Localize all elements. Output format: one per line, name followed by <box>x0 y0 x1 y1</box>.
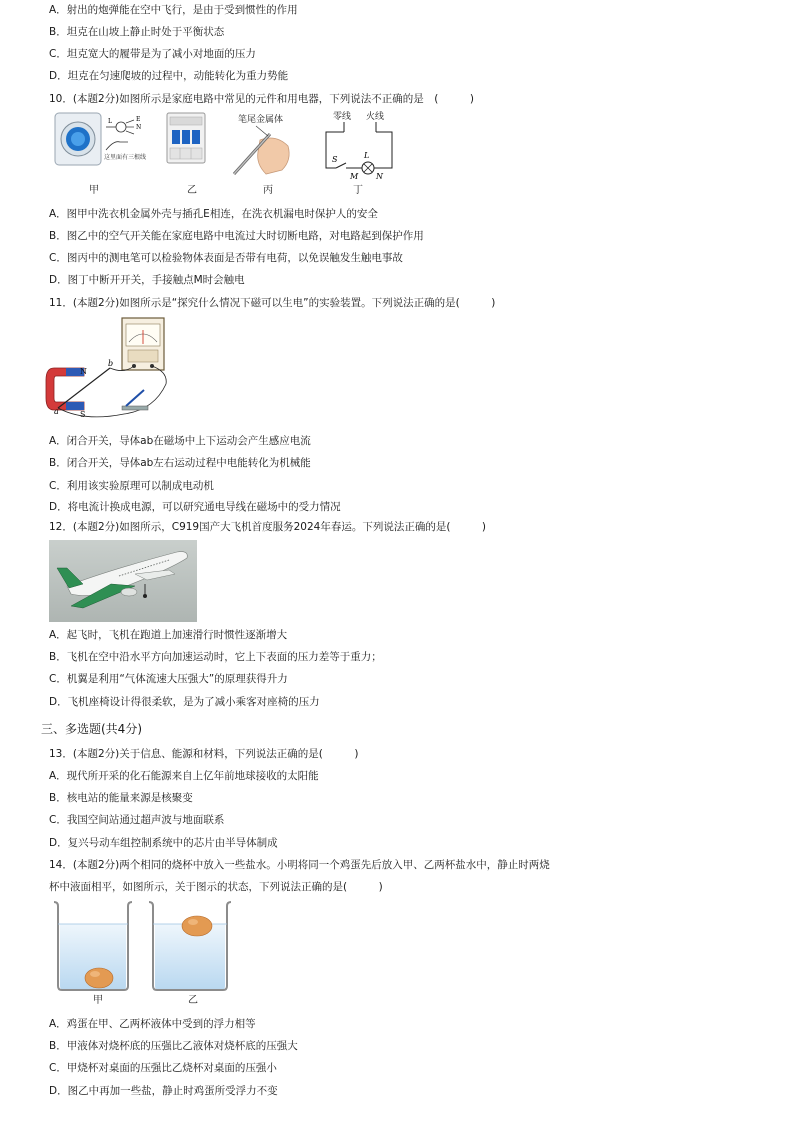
q13-option-b: B．核电站的能量来源是核聚变 <box>49 792 193 804</box>
q11-stem: 11．(本题2分)如图所示是“探究什么情况下磁可以生电”的实验装置。下列说法正确的是( ) <box>49 297 496 309</box>
q10-caption-ding: 丁 <box>353 185 363 196</box>
q14-fig-beaker-yi <box>145 900 235 992</box>
q11-option-b: B．闭合开关，导体ab左右运动过程中电能转化为机械能 <box>49 457 311 469</box>
q14-stem-line-1: 14．(本题2分)两个相同的烧杯中放入一些盐水。小明将同一个鸡蛋先后放入甲、乙两杯盐水中，静止时两烧 <box>49 859 550 871</box>
q11-option-a: A．闭合开关，导体ab在磁场中上下运动会产生感应电流 <box>49 435 311 447</box>
point-m-label: M <box>350 172 359 181</box>
q11-option-c: C．利用该实验原理可以制成电动机 <box>49 480 214 492</box>
conductor-b-label: b <box>108 359 114 368</box>
q13-option-c: C．我国空间站通过超声波与地面联系 <box>49 814 225 826</box>
q10-option-b: B．图乙中的空气开关能在家庭电路中电流过大时切断电路，对电路起到保护作用 <box>49 230 424 242</box>
point-n-label: N <box>376 172 383 181</box>
q12-option-b: B．飞机在空中沿水平方向加速运动时，它上下表面的压力差等于重力； <box>49 651 382 663</box>
magnet-s-label: S <box>80 410 86 419</box>
q10-option-a: A．图甲中洗衣机金属外壳与插孔E相连，在洗衣机漏电时保护人的安全 <box>49 208 378 220</box>
q9-option-c: C．坦克宽大的履带是为了减小对地面的压力 <box>49 48 256 60</box>
conductor-a-label: a <box>54 407 59 416</box>
lamp-l-label: L <box>364 151 370 160</box>
section-3-title: 三、多选题(共4分) <box>41 722 142 736</box>
neutral-wire-label: 零线 <box>333 112 352 122</box>
q11-option-d: D．将电流计换成电源，可以研究通电导线在磁场中的受力情况 <box>49 501 341 513</box>
q12-option-a: A．起飞时，飞机在跑道上加速滑行时惯性逐渐增大 <box>49 629 288 641</box>
q14-caption-yi: 乙 <box>188 995 198 1006</box>
q10-fig-washing-machine <box>54 110 149 168</box>
q14-stem-line-2: 杯中液面相平，如图所示，关于图示的状态，下列说法正确的是( ) <box>49 881 383 893</box>
q10-fig-circuit <box>318 108 400 182</box>
q13-option-a: A．现代所开采的化石能源来自上亿年前地球接收的太阳能 <box>49 770 319 782</box>
q9-option-a: A．射出的炮弹能在空中飞行，是由于受到惯性的作用 <box>49 4 298 16</box>
q14-option-b: B．甲液体对烧杯底的压强比乙液体对烧杯底的压强大 <box>49 1040 298 1052</box>
magnet-n-label: N <box>80 367 87 376</box>
q10-option-d: D．图丁中断开开关，手接触点M时会触电 <box>49 274 245 286</box>
q10-caption-bing: 丙 <box>263 185 273 196</box>
q10-caption-jia: 甲 <box>89 185 99 196</box>
socket-note: 这里面有三根线 <box>104 154 147 161</box>
q12-stem: 12．(本题2分)如图所示，C919国产大飞机首度服务2024年春运。下列说法正确的是( ) <box>49 521 487 533</box>
q13-stem: 13．(本题2分)关于信息、能源和材料，下列说法正确的是( ) <box>49 748 359 760</box>
q9-option-d: D．坦克在匀速爬坡的过程中，动能转化为重力势能 <box>49 70 289 82</box>
q12-option-d: D．飞机座椅设计得很柔软，是为了减小乘客对座椅的压力 <box>49 696 320 708</box>
q10-option-c: C．图丙中的测电笔可以检验物体表面是否带有电荷，以免误触发生触电事故 <box>49 252 403 264</box>
q11-fig-induction-setup <box>44 314 174 422</box>
q10-caption-yi: 乙 <box>187 185 197 196</box>
q14-caption-jia: 甲 <box>93 995 103 1006</box>
q10-fig-test-pen <box>226 112 296 178</box>
q10-stem: 10．(本题2分)如图所示是家庭电路中常见的元件和用电器，下列说法不正确的是 ( ) <box>49 93 474 105</box>
q9-option-b: B．坦克在山坡上静止时处于平衡状态 <box>49 26 225 38</box>
q13-option-d: D．复兴号动车组控制系统中的芯片由半导体制成 <box>49 837 278 849</box>
plug-e-label: E <box>136 116 141 123</box>
q14-option-c: C．甲烧杯对桌面的压强比乙烧杯对桌面的压强小 <box>49 1062 277 1074</box>
q14-fig-beaker-jia <box>52 900 134 992</box>
q12-option-c: C．机翼是利用“气体流速大压强大”的原理获得升力 <box>49 673 288 685</box>
q12-fig-c919-photo <box>49 540 197 622</box>
plug-n-label: N <box>136 124 142 131</box>
q10-fig-air-switch <box>166 112 206 164</box>
live-wire-label: 火线 <box>366 112 385 122</box>
switch-s-label: S <box>332 155 338 164</box>
q14-option-a: A．鸡蛋在甲、乙两杯液体中受到的浮力相等 <box>49 1018 256 1030</box>
plug-l-label: L <box>108 118 112 125</box>
q14-option-d: D．图乙中再加一些盐，静止时鸡蛋所受浮力不变 <box>49 1085 278 1097</box>
pen-tail-label: 笔尾金属体 <box>238 115 284 125</box>
